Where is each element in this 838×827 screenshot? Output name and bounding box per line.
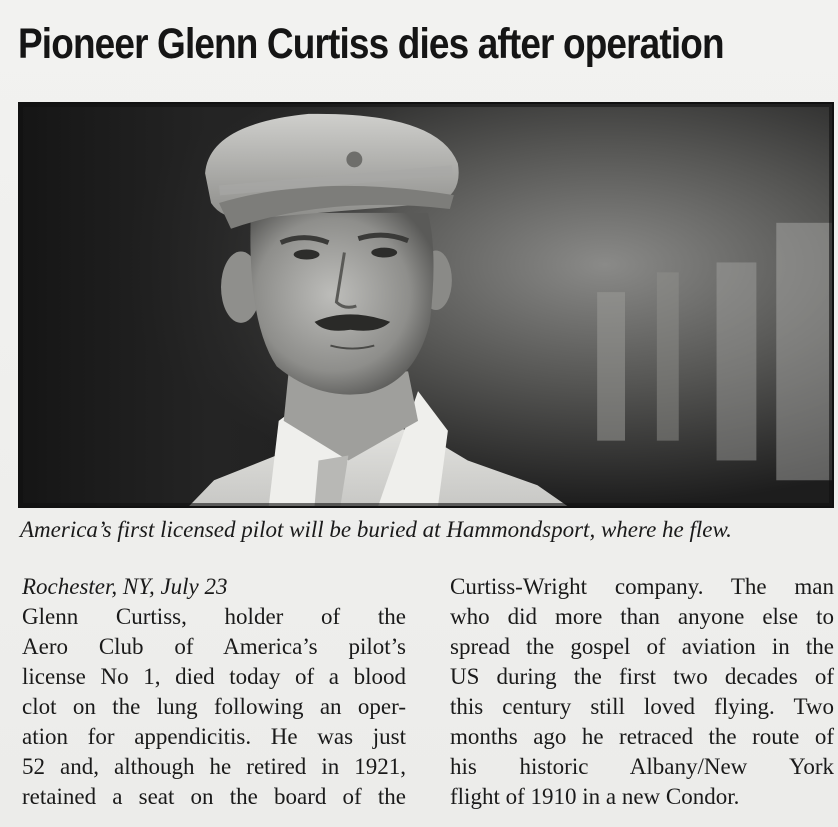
- article-line: 52 and, although he retired in 1921,: [22, 754, 406, 779]
- portrait-photo: [18, 102, 834, 508]
- article-column-left: [22, 572, 406, 812]
- article-line: Glenn Curtiss, holder of the: [22, 604, 406, 629]
- headline: Pioneer Glenn Curtiss dies after operation: [18, 20, 724, 68]
- article-line: flight of 1910 in a new Condor.: [450, 784, 740, 809]
- article-line: Curtiss-Wright company. The man: [450, 574, 834, 599]
- portrait-image: [20, 104, 832, 506]
- article-line: this century still loved flying. Two: [450, 694, 834, 719]
- dateline: Rochester, NY, July 23: [22, 574, 228, 599]
- article-line: US during the first two decades of: [450, 664, 834, 689]
- article-line: ation for appendicitis. He was just: [22, 724, 406, 749]
- article-line: his historic Albany/New York: [450, 754, 834, 779]
- article-line: who did more than anyone else to: [450, 604, 834, 629]
- article-line: license No 1, died today of a blood: [22, 664, 406, 689]
- article-line: spread the gospel of aviation in the: [450, 634, 834, 659]
- article-line: retained a seat on the board of the: [22, 784, 406, 809]
- photo-caption: America’s first licensed pilot will be buried at Hammondsport, where he flew.: [20, 517, 732, 542]
- article-line: Aero Club of America’s pilot’s: [22, 634, 406, 659]
- article-line: months ago he retraced the route of: [450, 724, 834, 749]
- article-column-right: [450, 572, 834, 812]
- article-line: clot on the lung following an oper-: [22, 694, 406, 719]
